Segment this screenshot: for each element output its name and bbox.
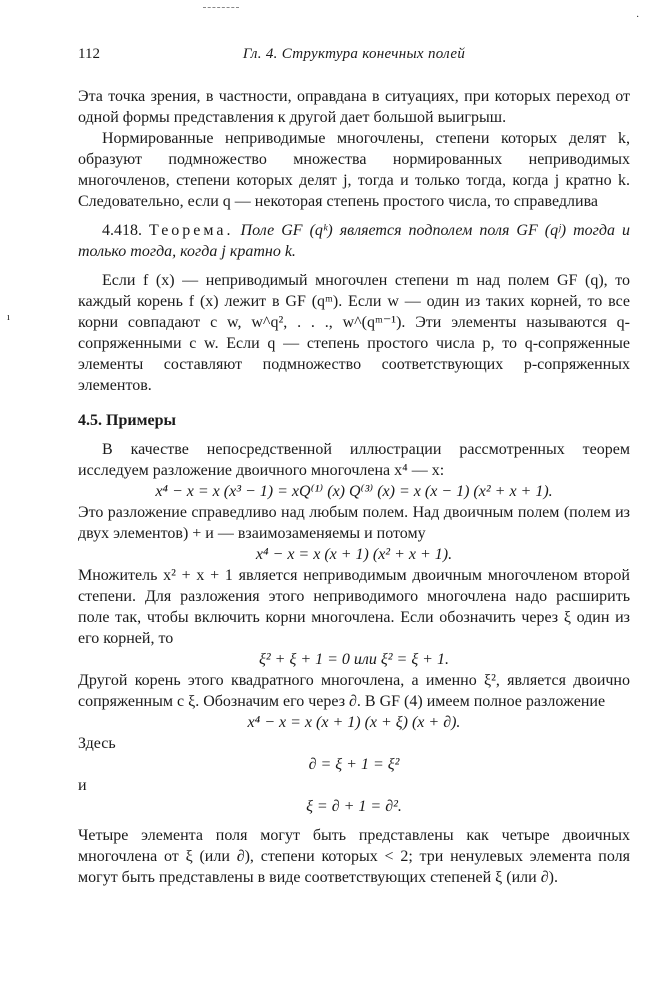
paragraph: Множитель x² + x + 1 является неприводимым двоичным многочленом второй степени. Для разложения этого неприводимого многочлена надо расширить поле так, чтобы включить корни многочлена. Если обозначить через ξ один из его корней, то	[78, 567, 630, 647]
formula: x⁴ − x = x (x + 1) (x² + x + 1).	[255, 546, 453, 563]
formula: x⁴ − x = x (x + 1) (x + ξ) (x + ∂).	[247, 714, 461, 731]
theorem-body: Поле GF (qᵏ) является подполем поля GF (qʲ) тогда и только тогда, когда j кратно k.	[78, 222, 630, 260]
paragraph: В качестве непосредственной иллюстрации рассмотренных теорем исследуем разложение двоичного многочлена x⁴ — x:	[78, 441, 630, 479]
formula: ξ = ∂ + 1 = ∂².	[306, 798, 402, 815]
formula: ∂ = ξ + 1 = ξ²	[308, 756, 400, 773]
scan-dot: ı	[7, 312, 10, 323]
theorem-word: Теорема.	[149, 222, 234, 239]
top-scan-mark	[203, 7, 239, 8]
page-body	[78, 86, 630, 888]
paragraph: Четыре элемента поля могут быть представлены как четыре двоичных многочлена от ξ (или ∂), степени которых < 2; три ненулевых элемента поля могут быть представлены в виде соответствующих степеней ξ (или ∂).	[78, 827, 630, 886]
section-title: 4.5. Примеры	[78, 412, 176, 429]
label-here: Здесь	[78, 735, 116, 752]
paragraph: Если f (x) — неприводимый многочлен степени m над полем GF (q), то каждый корень f (x) лежит в GF (qᵐ). Если w — один из таких корней, то все корни совпадают с w, w^q², . . ., w^(qᵐ⁻¹). Эти элементы называются q-сопряженными с w. Если q — степень простого числа p, то q-сопряженные элементы составляют подмножество соответствующих p-сопряженных элементов.	[78, 272, 630, 394]
label-and: и	[78, 777, 87, 794]
paragraph: Нормированные неприводимые многочлены, степени которых делят k, образуют подмножество множества нормированных неприводимых многочленов, степени которых делят j, тогда и только тогда, когда j кратно k. Следовательно, если q — некоторая степень простого числа, то справедлива	[78, 130, 630, 210]
page-header	[78, 46, 630, 68]
paragraph: Эта точка зрения, в частности, оправдана в ситуациях, при которых переход от одной формы представления к другой дает большой выигрыш.	[78, 88, 630, 126]
formula: ξ² + ξ + 1 = 0 или ξ² = ξ + 1.	[259, 651, 449, 668]
paragraph: Это разложение справедливо над любым полем. Над двоичным полем (полем из двух элементов) + и — взаимозаменяемы и потому	[78, 504, 630, 542]
theorem-number: 4.418.	[102, 222, 142, 239]
paragraph: Другой корень этого квадратного многочлена, а именно ξ², является двоично сопряженным с ξ. Обозначим его через ∂. В GF (4) имеем полное разложение	[78, 672, 630, 710]
running-head: Гл. 4. Структура конечных полей	[242, 46, 466, 62]
formula: x⁴ − x = x (x³ − 1) = xQ⁽¹⁾ (x) Q⁽³⁾ (x) = x (x − 1) (x² + x + 1).	[155, 483, 553, 500]
theorem	[78, 220, 630, 262]
page-number: 112	[78, 46, 100, 62]
scan-dot: ·	[636, 12, 640, 23]
